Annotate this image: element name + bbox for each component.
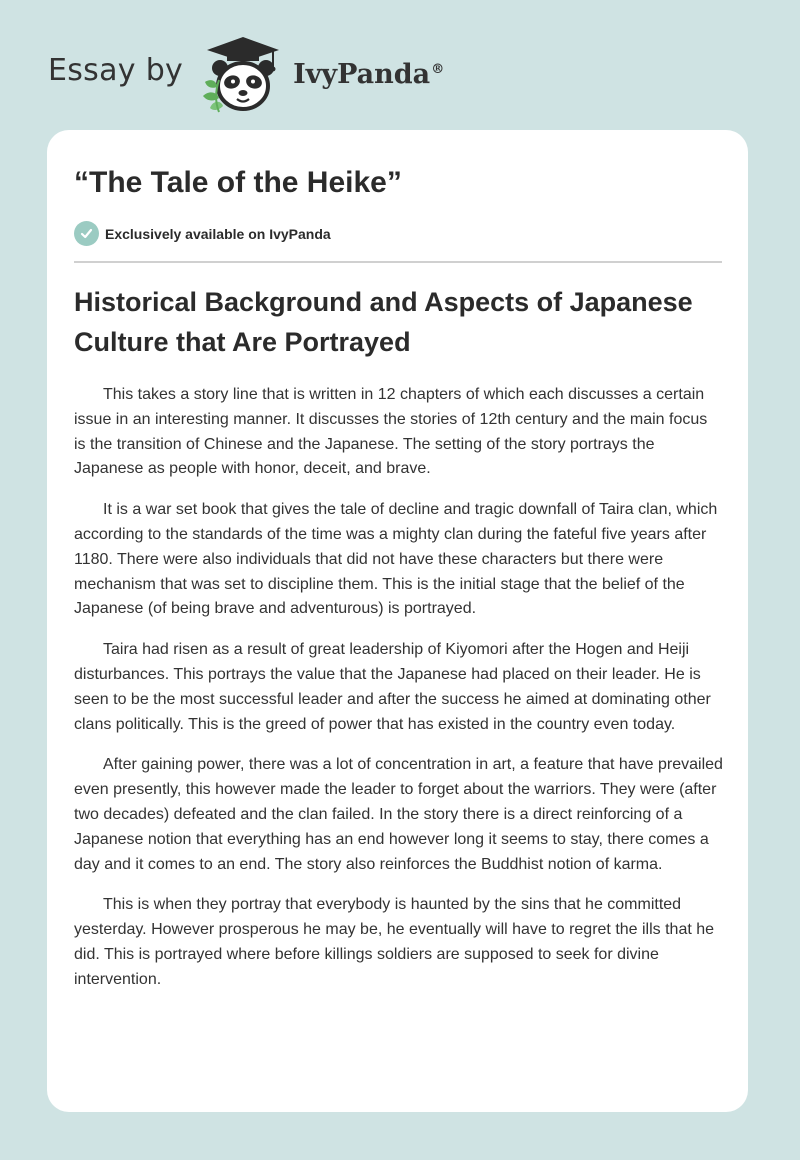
essay-body [74,383,723,1009]
paragraph: After gaining power, there was a lot of concentration in art, a feature that have prevailed even presently, this however made the leader to forget about the warriors. They were (after two decades) defeated and the clan failed. In the story there is a direct reinforcing of a Japanese notion that everything has an end however long it seems to stay, there comes a day and it comes to an end. The story also reinforces the Buddhist notion of karma. [74,756,723,873]
paragraph: This takes a story line that is written in 12 chapters of which each discusses a certain issue in an interesting manner. It discusses the stories of 12th century and the main focus is the transition of Chinese and the Japanese. The setting of the story portrays the Japanese as people with honor, deceit, and brave. [74,386,708,478]
divider [74,261,722,263]
registered-mark: ® [431,61,445,77]
essay-card [47,130,748,1112]
site-brand[interactable] [48,34,444,114]
paragraph: This is when they portray that everybody is haunted by the sins that he committed yesterday. However prosperous he may be, he eventually will have to regret the ills that he did. This is portrayed where before killings soldiers are supposed to seek for divine intervention. [74,896,715,988]
brand-prefix: Essay by [48,52,184,88]
exclusive-label: Exclusively available on IvyPanda [105,225,331,242]
section-heading: Historical Background and Aspects of Japanese Culture that Are Portrayed [74,287,693,357]
panda-graduate-logo-icon [197,34,289,114]
essay-title: “The Tale of the Heike” [74,166,402,199]
check-circle-icon [74,221,99,246]
paragraph: Taira had risen as a result of great leadership of Kiyomori after the Hogen and Heiji disturbances. This portrays the value that the Japanese had placed on their leader. He is seen to be the most successful leader and after the success he aimed at dominating other clans politically. This is the greed of power that has existed in the country even today. [74,641,711,733]
paragraph: It is a war set book that gives the tale of decline and tragic downfall of Taira clan, which according to the standards of the time was a mighty clan during the fateful five years after 1180. There were also individuals that did not have these characters but there were mechanism that was set to discipline them. This is the initial stage that the belief of the Japanese (of being brave and adventurous) is portrayed. [74,501,718,618]
brand-name: IvyPanda® [293,58,445,90]
exclusive-badge [74,221,331,246]
